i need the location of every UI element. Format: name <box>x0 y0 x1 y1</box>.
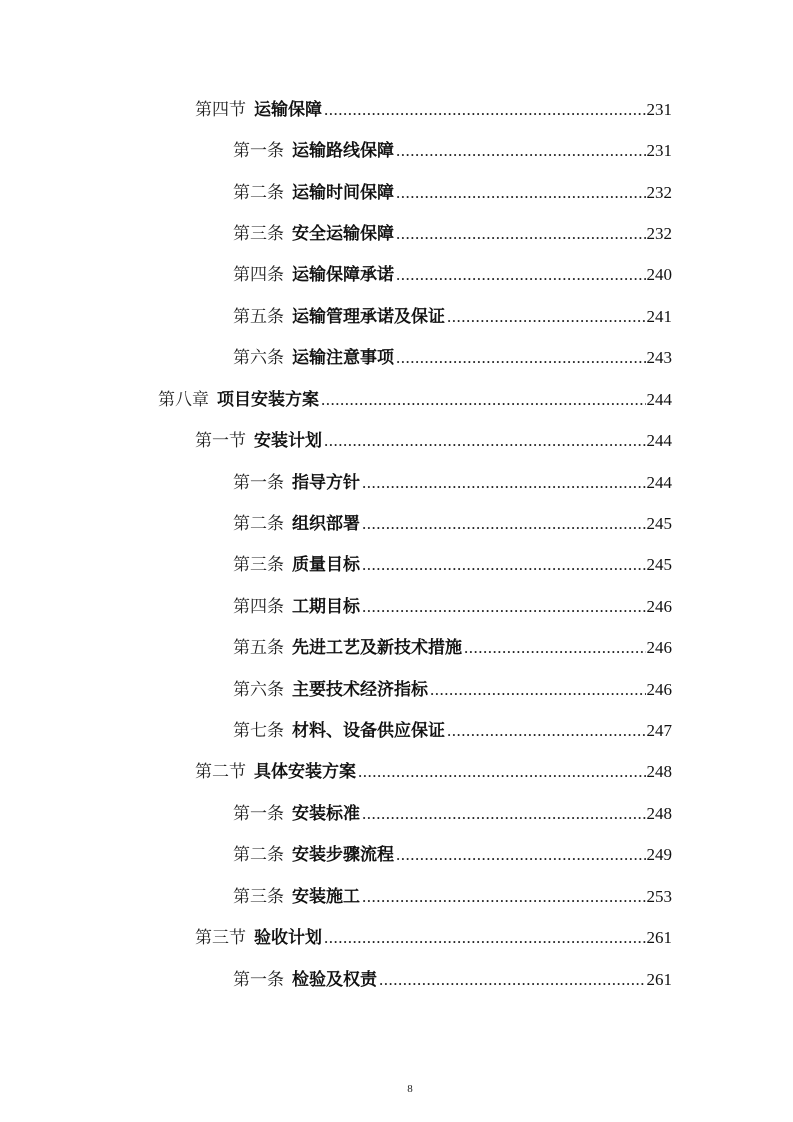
dot-leader <box>447 721 646 741</box>
toc-entry-content <box>233 348 672 368</box>
toc-entry-prefix: 第一条 <box>233 472 284 492</box>
toc-entry-prefix: 第二节 <box>195 762 246 782</box>
toc-entry-content <box>233 514 672 534</box>
toc-entry-content <box>233 721 672 741</box>
toc-entry-page: 245 <box>646 555 672 575</box>
toc-entry[interactable] <box>0 586 793 627</box>
toc-entry-content <box>233 183 672 203</box>
toc-entry-title: 运输保障承诺 <box>292 265 394 285</box>
toc-entry-prefix: 第二条 <box>233 513 284 533</box>
toc-entry-page: 246 <box>646 638 672 658</box>
toc-entry-content <box>233 265 672 285</box>
toc-entry-page: 253 <box>646 886 672 906</box>
toc-entry-page: 240 <box>646 265 672 285</box>
page-number: 8 <box>407 1083 413 1095</box>
toc-entry-page: 248 <box>646 803 672 823</box>
toc-entry-title: 安装步骤流程 <box>292 845 394 865</box>
dot-leader <box>324 928 646 948</box>
toc-entry-page: 243 <box>646 348 672 368</box>
toc-entry-page: 248 <box>646 762 672 782</box>
toc-entry-title: 运输管理承诺及保证 <box>292 306 445 326</box>
toc-entry-prefix: 第三条 <box>233 555 284 575</box>
dot-leader <box>396 845 646 865</box>
toc-entry[interactable] <box>0 338 793 379</box>
toc-entry-page: 232 <box>646 182 672 202</box>
toc-entry-prefix: 第八章 <box>158 389 209 409</box>
toc-entry-content <box>195 431 672 451</box>
toc-entry-content <box>195 928 672 948</box>
toc-entry[interactable] <box>0 959 793 1000</box>
toc-entry[interactable] <box>0 130 793 171</box>
toc-entry-title: 质量目标 <box>292 555 360 575</box>
toc-entry-prefix: 第一节 <box>195 431 246 451</box>
dot-leader <box>396 265 646 285</box>
toc-entry[interactable] <box>0 255 793 296</box>
toc-entry-title: 安装标准 <box>292 803 360 823</box>
toc-entry-content <box>158 390 672 410</box>
toc-entry-content <box>195 100 672 120</box>
toc-entry[interactable] <box>0 876 793 917</box>
toc-entry-content <box>233 224 672 244</box>
toc-entry-title: 主要技术经济指标 <box>292 679 428 699</box>
dot-leader <box>379 970 646 990</box>
toc-entry-page: 244 <box>646 472 672 492</box>
toc-entry-content <box>233 141 672 161</box>
toc-entry-page: 247 <box>646 721 672 741</box>
toc-entry-page: 244 <box>646 389 672 409</box>
toc-entry[interactable] <box>0 627 793 668</box>
toc-entry[interactable] <box>0 420 793 461</box>
toc-entry-prefix: 第二条 <box>233 845 284 865</box>
toc-entry-title: 运输注意事项 <box>292 348 394 368</box>
toc-entry-page: 232 <box>646 223 672 243</box>
toc-entry[interactable] <box>0 462 793 503</box>
dot-leader <box>464 638 646 658</box>
toc-entry-content <box>233 307 672 327</box>
dot-leader <box>321 390 646 410</box>
toc-entry-content <box>233 597 672 617</box>
toc-entry-title: 运输时间保障 <box>292 182 394 202</box>
toc-entry-page: 249 <box>646 845 672 865</box>
toc-entry[interactable] <box>0 752 793 793</box>
toc-entry-prefix: 第一条 <box>233 803 284 823</box>
toc-entry-content <box>233 970 672 990</box>
toc-entry-title: 项目安装方案 <box>217 389 319 409</box>
toc-entry-title: 验收计划 <box>254 928 322 948</box>
toc-entry-prefix: 第七条 <box>233 721 284 741</box>
toc-entry[interactable] <box>0 503 793 544</box>
toc-entry-title: 指导方针 <box>292 472 360 492</box>
toc-entry-page: 231 <box>646 141 672 161</box>
toc-entry-prefix: 第三条 <box>233 886 284 906</box>
dot-leader <box>358 762 646 782</box>
toc-entry-title: 安装计划 <box>254 431 322 451</box>
toc-entry-page: 246 <box>646 679 672 699</box>
toc-entry[interactable] <box>0 379 793 420</box>
toc-entry-page: 261 <box>646 928 672 948</box>
toc-entry[interactable] <box>0 296 793 337</box>
toc-entry-title: 运输路线保障 <box>292 141 394 161</box>
toc-entry-title: 具体安装方案 <box>254 762 356 782</box>
dot-leader <box>396 224 646 244</box>
dot-leader <box>362 555 646 575</box>
dot-leader <box>430 680 646 700</box>
dot-leader <box>324 431 646 451</box>
toc-entry-prefix: 第五条 <box>233 306 284 326</box>
toc-entry-page: 241 <box>646 306 672 326</box>
toc-entry-prefix: 第二条 <box>233 182 284 202</box>
toc-entry-title: 材料、设备供应保证 <box>292 721 445 741</box>
table-of-contents <box>0 89 793 1000</box>
toc-entry-prefix: 第一条 <box>233 141 284 161</box>
toc-entry-page: 231 <box>646 99 672 119</box>
toc-entry[interactable] <box>0 669 793 710</box>
dot-leader <box>362 514 646 534</box>
toc-entry[interactable] <box>0 172 793 213</box>
toc-entry-content <box>233 473 672 493</box>
toc-entry[interactable] <box>0 710 793 751</box>
dot-leader <box>447 307 646 327</box>
toc-entry-prefix: 第一条 <box>233 969 284 989</box>
dot-leader <box>324 100 646 120</box>
toc-entry[interactable] <box>0 213 793 254</box>
toc-entry-prefix: 第三节 <box>195 928 246 948</box>
toc-entry-prefix: 第六条 <box>233 348 284 368</box>
toc-entry-title: 安全运输保障 <box>292 223 394 243</box>
toc-entry[interactable] <box>0 793 793 834</box>
toc-entry-content <box>195 762 672 782</box>
toc-entry-page: 261 <box>646 969 672 989</box>
toc-entry[interactable] <box>0 917 793 958</box>
toc-entry-page: 246 <box>646 596 672 616</box>
toc-entry[interactable] <box>0 545 793 586</box>
toc-entry-title: 工期目标 <box>292 596 360 616</box>
toc-entry-title: 组织部署 <box>292 513 360 533</box>
dot-leader <box>396 141 646 161</box>
toc-entry-page: 245 <box>646 513 672 533</box>
toc-entry-page: 244 <box>646 431 672 451</box>
dot-leader <box>396 348 646 368</box>
toc-entry[interactable] <box>0 89 793 130</box>
toc-entry-content <box>233 804 672 824</box>
toc-entry-content <box>233 638 672 658</box>
toc-entry-prefix: 第五条 <box>233 638 284 658</box>
toc-entry-prefix: 第四条 <box>233 596 284 616</box>
toc-entry-prefix: 第四条 <box>233 265 284 285</box>
toc-entry[interactable] <box>0 835 793 876</box>
toc-entry-prefix: 第六条 <box>233 679 284 699</box>
toc-entry-content <box>233 555 672 575</box>
toc-entry-title: 运输保障 <box>254 99 322 119</box>
toc-entry-prefix: 第四节 <box>195 99 246 119</box>
dot-leader <box>362 887 646 907</box>
dot-leader <box>362 473 646 493</box>
toc-entry-title: 先进工艺及新技术措施 <box>292 638 462 658</box>
toc-entry-prefix: 第三条 <box>233 223 284 243</box>
toc-entry-title: 检验及权责 <box>292 969 377 989</box>
dot-leader <box>362 597 646 617</box>
dot-leader <box>362 804 646 824</box>
toc-entry-content <box>233 887 672 907</box>
toc-entry-content <box>233 680 672 700</box>
toc-entry-title: 安装施工 <box>292 886 360 906</box>
dot-leader <box>396 183 646 203</box>
toc-entry-content <box>233 845 672 865</box>
